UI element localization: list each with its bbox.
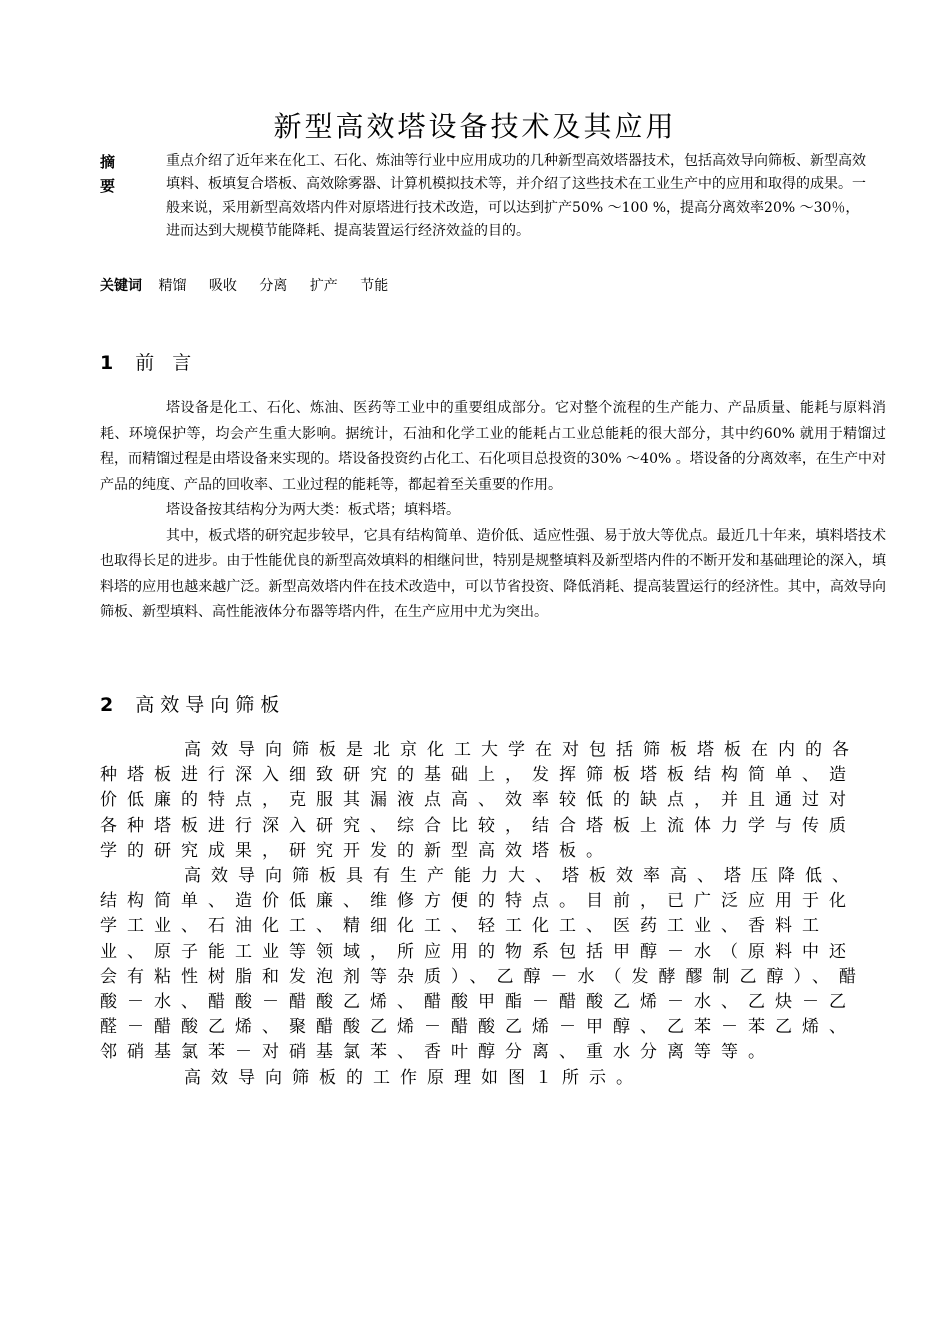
paragraph: 塔设备是化工、石化、炼油、医药等工业中的重要组成部分。它对整个流程的生产能力、产品质量、能耗与原料消耗、环境保护等，均会产生重大影响。据统计，石油和化学工业的能耗占工业总能耗的很大部分，其中约60% 就用于精馏过程，而精馏过程是由塔设备来实现的。塔设备投资约占化工、石化项目总投资的30% ～40% 。塔设备的分离效率，在生产中对产品的纯度、产品的回收率、工业过程的能耗等，都起着至关重要的作用。 — [100, 400, 886, 493]
section-2-body — [100, 738, 872, 1091]
abstract-text: 重点介绍了近年来在化工、石化、炼油等行业中应用成功的几种新型高效塔器技术，包括高效导向筛板、新型高效填料、板填复合塔板、高效除雾器、计算机模拟技术等，并介绍了这些技术在工业生产中的应用和取得的成果。一般来说，采用新型高效塔内件对原塔进行技术改造，可以达到扩产50% ～100 %，提高分离效率20% ～30％，进而达到大规模节能降耗、提高装置运行经济效益的目的。 — [166, 153, 866, 240]
paragraph: 其中，板式塔的研究起步较早，它具有结构简单、造价低、适应性强、易于放大等优点。最近几十年来，填料塔技术也取得长足的进步。由于性能优良的新型高效填料的相继问世，特别是规整填料及新型塔内件的不断开发和基础理论的深入，填料塔的应用也越来越广泛。新型高效塔内件在技术改造中，可以节省投资、降低消耗、提高装置运行的经济性。其中，高效导向筛板、新型填料、高性能液体分布器等塔内件，在生产应用中尤为突出。 — [100, 527, 886, 620]
section-1-heading — [100, 348, 197, 375]
paragraph: 塔设备按其结构分为两大类：板式塔；填料塔。 — [166, 502, 460, 518]
keyword: 吸收 — [208, 278, 237, 294]
section-1-body — [100, 396, 886, 626]
keywords-label: 关键词 — [100, 278, 142, 294]
section-title: 高效导向筛板 — [135, 694, 286, 716]
keyword: 分离 — [259, 278, 288, 294]
section-number: 2 — [100, 694, 114, 716]
abstract-label: 摘要 — [100, 153, 116, 195]
paper-title: 新型高效塔设备技术及其应用 — [273, 110, 677, 143]
paragraph: 高效导向筛板具有生产能力大、塔板效率高、塔压降低、结构简单、造价低廉、维修方便的特点。目前，已广泛应用于化学工业、石油化工、精细化工、轻工化工、医药工业、香料工业、原子能工业等领域，所应用的物系包括甲醇－水（原料中还会有粘性树脂和发泡剂等杂质）、乙醇－水（发酵醪制乙醇）、醋酸－水、醋酸－醋酸乙烯、醋酸甲酯－醋酸乙烯－水、乙炔－乙醛－醋酸乙烯、聚醋酸乙烯－醋酸乙烯－甲醇、乙苯－苯乙烯、邻硝基氯苯－对硝基氯苯、香叶醇分离、重水分离等等。 — [100, 866, 866, 1063]
keyword: 扩产 — [309, 278, 338, 294]
keywords-line — [100, 275, 406, 298]
keyword: 精馏 — [158, 278, 187, 294]
section-2-heading — [100, 690, 285, 717]
section-number: 1 — [100, 352, 114, 374]
paragraph: 高效导向筛板的工作原理如图１所示。 — [184, 1067, 643, 1088]
section-title: 前 言 — [135, 352, 198, 374]
keyword: 节能 — [360, 278, 389, 294]
paragraph: 高效导向筛板是北京化工大学在对包括筛板塔板在内的各种塔板进行深入细致研究的基础上，发挥筛板塔板结构简单、造价低廉的特点，克服其漏液点高、效率较低的缺点，并且通过对各种塔板进行深入研究、综合比较，结合塔板上流体力学与传质学的研究成果，研究开发的新型高效塔板。 — [100, 740, 859, 861]
